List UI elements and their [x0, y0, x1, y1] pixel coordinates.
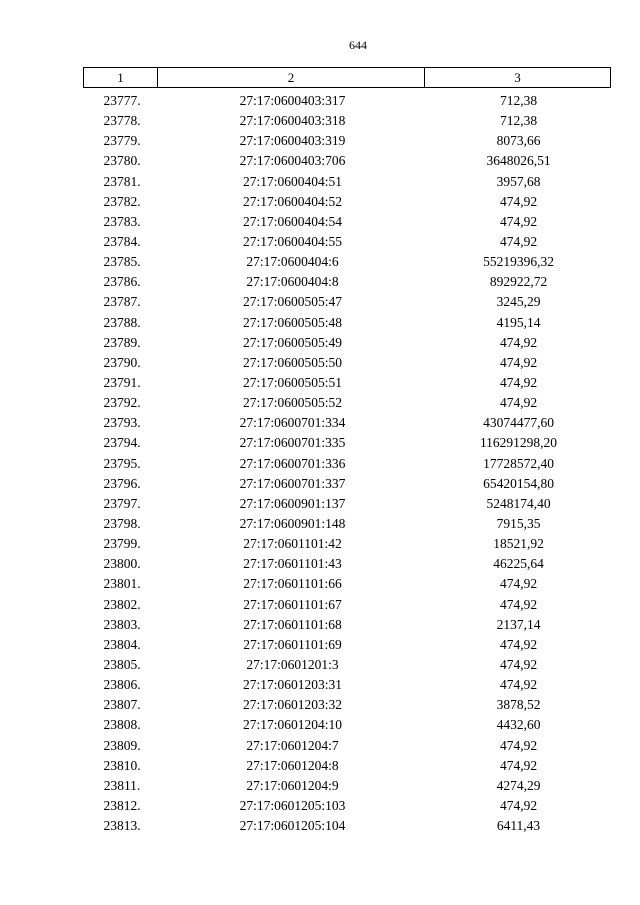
row-number-cell: 23789.: [103, 334, 141, 350]
row-number-cell: 23788.: [103, 314, 141, 330]
value-cell: 474,92: [499, 596, 538, 612]
cadastral-number-cell: 27:17:0601101:69: [243, 636, 342, 652]
row-number-cell: 23804.: [103, 636, 141, 652]
table-row: [83, 232, 611, 252]
value-cell: 474,92: [499, 797, 538, 813]
value-cell: 4274,29: [496, 777, 541, 793]
table-body: [83, 91, 611, 836]
table-row: [83, 635, 611, 655]
value-cell: 55219396,32: [483, 254, 554, 270]
cadastral-number-cell: 27:17:0601101:66: [243, 576, 342, 592]
cadastral-number-cell: 27:17:0600701:335: [239, 435, 346, 451]
row-number-cell: 23786.: [103, 274, 141, 290]
table-row: [83, 373, 611, 393]
table-row: [83, 715, 611, 735]
table-row: [83, 272, 611, 292]
table-header: [83, 67, 611, 88]
row-number-cell: 23806.: [103, 677, 141, 693]
value-cell: 43074477,60: [483, 415, 554, 431]
row-number-cell: 23811.: [103, 777, 141, 793]
row-number-cell: 23784.: [103, 234, 141, 250]
value-cell: 474,92: [499, 737, 538, 753]
cadastral-number-cell: 27:17:0601201:3: [246, 657, 339, 672]
table-row: [83, 252, 611, 272]
row-number-cell: 23792.: [103, 395, 141, 411]
value-cell: 474,92: [499, 636, 538, 652]
cadastral-number-cell: 27:17:0600403:706: [239, 153, 346, 169]
cadastral-number-cell: 27:17:0601204:9: [246, 777, 339, 793]
row-number-cell: 23799.: [103, 536, 141, 552]
value-cell: 18521,92: [493, 536, 544, 552]
cadastral-number-cell: 27:17:0600505:52: [242, 395, 342, 411]
row-number-cell: 23800.: [103, 556, 141, 572]
row-number-cell: 23779.: [103, 133, 141, 149]
row-number-cell: 23780.: [103, 153, 141, 169]
row-number-cell: 23793.: [103, 415, 141, 431]
row-number-cell: 23797.: [103, 495, 141, 511]
value-cell: 2137,14: [496, 616, 541, 632]
table-row: [83, 433, 611, 453]
table-row: [83, 111, 611, 131]
value-cell: 474,92: [499, 213, 538, 229]
cadastral-number-cell: 27:17:0601204:7: [246, 737, 339, 753]
cadastral-number-cell: 27:17:0600404:55: [242, 234, 342, 250]
table-row: [83, 776, 611, 796]
row-number-cell: 23805.: [103, 657, 141, 672]
table-row: [83, 413, 611, 433]
value-cell: 474,92: [499, 334, 538, 350]
value-cell: 474,92: [499, 757, 538, 773]
table-row: [83, 313, 611, 333]
cadastral-number-cell: 27:17:0601101:67: [243, 596, 342, 612]
page-number: 644: [349, 38, 367, 52]
row-number-cell: 23782.: [103, 193, 141, 209]
cadastral-number-cell: 27:17:0600701:336: [239, 455, 346, 471]
row-number-cell: 23808.: [103, 717, 141, 733]
value-cell: 474,92: [499, 193, 538, 209]
value-cell: 5248174,40: [486, 495, 551, 511]
cadastral-number-cell: 27:17:0601205:103: [239, 797, 346, 813]
cadastral-number-cell: 27:17:0600505:48: [242, 314, 342, 330]
header-column-2: 2: [158, 68, 425, 87]
cadastral-number-cell: 27:17:0600404:51: [242, 173, 342, 189]
row-number-cell: 23810.: [103, 757, 141, 773]
value-cell: 474,92: [499, 657, 538, 672]
value-cell: 892922,72: [489, 274, 548, 290]
value-cell: 474,92: [499, 375, 538, 391]
cadastral-number-cell: 27:17:0601101:43: [243, 556, 342, 572]
cadastral-number-cell: 27:17:0600404:54: [242, 213, 342, 229]
table-row: [83, 756, 611, 776]
table-row: [83, 655, 611, 675]
cadastral-number-cell: 27:17:0600505:50: [242, 354, 342, 370]
row-number-cell: 23795.: [103, 455, 141, 471]
data-table: [83, 67, 611, 836]
value-cell: 3957,68: [496, 173, 541, 189]
table-row: [83, 131, 611, 151]
table-row: [83, 151, 611, 171]
cadastral-number-cell: 27:17:0600404:6: [246, 254, 339, 270]
value-cell: 7915,35: [496, 516, 541, 532]
row-number-cell: 23809.: [103, 737, 141, 753]
value-cell: 4432,60: [496, 717, 541, 733]
value-cell: 712,38: [499, 113, 538, 129]
cadastral-number-cell: 27:17:0600901:137: [239, 495, 346, 511]
table-row: [83, 91, 611, 111]
table-row: [83, 292, 611, 312]
value-cell: 17728572,40: [483, 455, 554, 471]
value-cell: 46225,64: [493, 556, 544, 572]
table-row: [83, 695, 611, 715]
table-row: [83, 212, 611, 232]
table-row: [83, 494, 611, 514]
value-cell: 474,92: [499, 354, 538, 370]
cadastral-number-cell: 27:17:0600403:317: [239, 93, 346, 109]
row-number-cell: 23778.: [103, 113, 141, 129]
table-row: [83, 172, 611, 192]
table-row: [83, 595, 611, 615]
table-row: [83, 554, 611, 574]
header-column-1: 1: [84, 68, 158, 87]
value-cell: 3878,52: [496, 697, 541, 713]
table-row: [83, 353, 611, 373]
table-row: [83, 393, 611, 413]
table-row: [83, 534, 611, 554]
cadastral-number-cell: 27:17:0600505:51: [242, 375, 342, 391]
table-row: [83, 474, 611, 494]
value-cell: 712,38: [499, 93, 538, 109]
cadastral-number-cell: 27:17:0601204:8: [246, 757, 339, 773]
cadastral-number-cell: 27:17:0600404:8: [246, 274, 339, 290]
row-number-cell: 23801.: [103, 576, 141, 592]
cadastral-number-cell: 27:17:0600404:52: [242, 193, 342, 209]
cadastral-number-cell: 27:17:0601203:31: [242, 677, 342, 693]
cadastral-number-cell: 27:17:0600701:334: [239, 415, 346, 431]
row-number-cell: 23813.: [103, 818, 141, 834]
table-row: [83, 615, 611, 635]
row-number-cell: 23803.: [103, 616, 141, 632]
row-number-cell: 23798.: [103, 516, 141, 532]
row-number-cell: 23783.: [103, 213, 141, 229]
value-cell: 474,92: [499, 576, 538, 592]
value-cell: 474,92: [499, 677, 538, 693]
cadastral-number-cell: 27:17:0600403:318: [239, 113, 346, 129]
row-number-cell: 23807.: [103, 697, 141, 713]
value-cell: 65420154,80: [483, 475, 554, 491]
table-row: [83, 514, 611, 534]
value-cell: 3245,29: [496, 294, 541, 310]
row-number-cell: 23785.: [103, 254, 141, 270]
table-row: [83, 192, 611, 212]
cadastral-number-cell: 27:17:0600505:47: [242, 294, 342, 310]
cadastral-number-cell: 27:17:0600701:337: [239, 475, 346, 491]
table-row: [83, 574, 611, 594]
cadastral-number-cell: 27:17:0600403:319: [239, 133, 346, 149]
value-cell: 8073,66: [496, 133, 541, 149]
table-row: [83, 796, 611, 816]
table-row: [83, 333, 611, 353]
cadastral-number-cell: 27:17:0601203:32: [242, 697, 342, 713]
cadastral-number-cell: 27:17:0600901:148: [239, 516, 346, 532]
value-cell: 3648026,51: [486, 153, 551, 169]
cadastral-number-cell: 27:17:0601204:10: [242, 717, 342, 733]
row-number-cell: 23777.: [103, 93, 141, 109]
cadastral-number-cell: 27:17:0601101:68: [243, 616, 342, 632]
value-cell: 4195,14: [496, 314, 541, 330]
value-cell: 6411,43: [496, 818, 541, 834]
cadastral-number-cell: 27:17:0601101:42: [243, 536, 342, 552]
row-number-cell: 23790.: [103, 354, 141, 370]
table-row: [83, 454, 611, 474]
value-cell: 474,92: [499, 234, 538, 250]
row-number-cell: 23791.: [103, 375, 141, 391]
cadastral-number-cell: 27:17:0600505:49: [242, 334, 342, 350]
table-row: [83, 816, 611, 836]
row-number-cell: 23787.: [103, 294, 141, 310]
row-number-cell: 23794.: [103, 435, 141, 451]
cadastral-number-cell: 27:17:0601205:104: [239, 818, 346, 834]
row-number-cell: 23802.: [103, 596, 141, 612]
row-number-cell: 23812.: [103, 797, 141, 813]
value-cell: 116291298,20: [479, 435, 558, 451]
table-row: [83, 675, 611, 695]
header-column-3: 3: [514, 69, 521, 85]
row-number-cell: 23781.: [103, 173, 141, 189]
table-row: [83, 736, 611, 756]
row-number-cell: 23796.: [103, 475, 141, 491]
value-cell: 474,92: [499, 395, 538, 411]
